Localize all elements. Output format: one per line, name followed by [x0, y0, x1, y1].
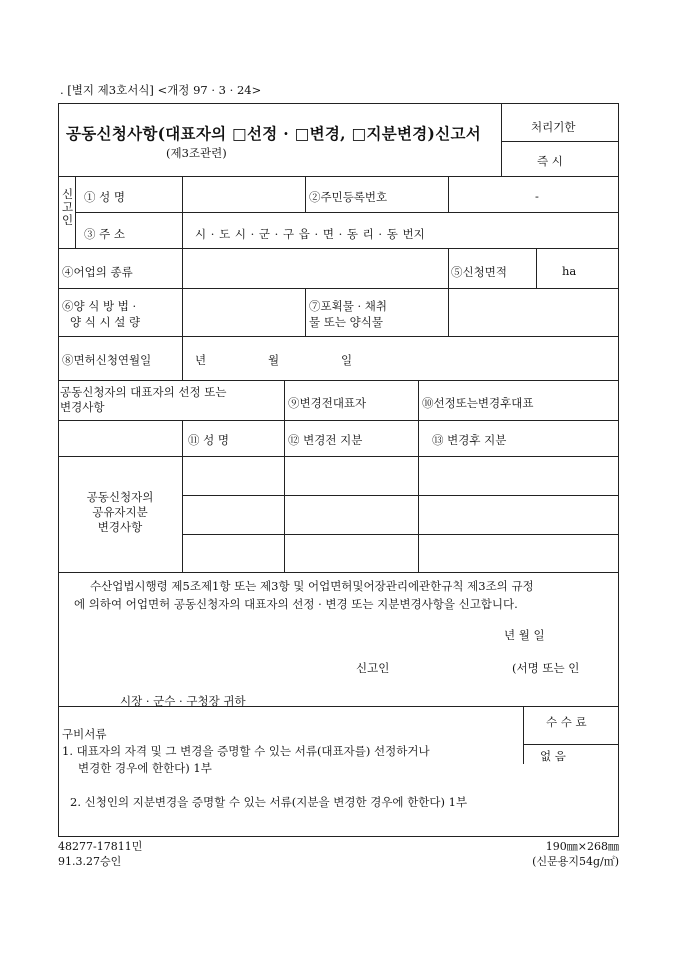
- share-after-col: ⑬ 변경후 지분: [432, 433, 507, 447]
- form-subtitle: (제3조관련): [166, 146, 227, 160]
- declaration-line-2: 에 의하여 어업면허 공동신청자의 대표자의 선정 · 변경 또는 지분변경사항을 신고합니다.: [74, 597, 518, 611]
- address-label: ③ 주 소: [84, 227, 126, 241]
- paper-type: (신문용지54g/㎡): [532, 855, 619, 868]
- form-title: 공동신청사항(대표자의 □선정 · □변경, □지분변경)신고서: [66, 124, 482, 143]
- method-label: ⑥양 식 방 법 · 양 식 시 설 량: [62, 299, 141, 329]
- documents-title: 구비서류: [62, 727, 107, 741]
- paper-size: 190㎜×268㎜: [545, 840, 619, 853]
- applicant-bottom-line: [58, 248, 619, 249]
- fishery-bottom-line: [58, 288, 619, 289]
- license-month: 월: [268, 353, 280, 367]
- applicant-label-divider: [182, 176, 183, 248]
- form-code: 48277-17811민: [58, 840, 143, 853]
- declaration-date: 년 월 일: [504, 628, 545, 642]
- share-before-col: ⑫ 변경전 지분: [288, 433, 363, 447]
- title-divider: [501, 103, 502, 176]
- deadline-divider: [501, 141, 619, 142]
- area-unit: ha: [562, 264, 577, 278]
- rep-bottom-line: [58, 420, 619, 421]
- rep-after-left: [418, 380, 419, 420]
- resident-id-dash: -: [535, 189, 539, 203]
- rep-after-label: ⑩선정또는변경후대표: [422, 396, 534, 410]
- fishery-type-label: ④어업의 종류: [62, 265, 133, 279]
- name-label: ① 성 명: [84, 190, 126, 204]
- applicant-label: 신고인: [356, 661, 390, 675]
- share-section-label: 공동신청자의 공유자지분 변경사항: [86, 490, 154, 534]
- id-label-right: [448, 176, 449, 212]
- deadline-value: 즉 시: [537, 154, 563, 168]
- fee-divider: [523, 706, 524, 764]
- addressee: 시장 · 군수 · 구청장 귀하: [120, 694, 246, 708]
- license-day: 일: [341, 353, 353, 367]
- title-bottom-line: [58, 176, 619, 177]
- area-label-left: [448, 248, 449, 336]
- share-row-line-2: [182, 534, 619, 535]
- share-name-col: ⑪ 성 명: [188, 433, 230, 447]
- signature-label: (서명 또는 인: [512, 661, 580, 675]
- license-date-label: ⑧면허신청연월일: [62, 353, 152, 367]
- license-year: 년: [195, 353, 207, 367]
- rep-before-label: ⑨변경전대표자: [288, 396, 367, 410]
- catch-label: ⑦포획물 · 채취 물 또는 양식물: [309, 299, 388, 329]
- fee-label: 수 수 료: [546, 715, 587, 729]
- catch-label-left: [305, 288, 306, 336]
- declaration-line-1: 수산업법시행령 제5조제1항 또는 제3항 및 어업면허및어장관리에관한규칙 제3조의 규정: [90, 579, 534, 593]
- license-bottom-line: [58, 380, 619, 381]
- document-item-1-line-1: 1. 대표자의 자격 및 그 변경을 증명할 수 있는 서류(대표자를) 선정하거나: [62, 744, 430, 758]
- address-format: 시 · 도 시 · 군 · 구 읍 · 면 · 동 리 · 동 번지: [195, 227, 425, 241]
- representative-section-label: 공동신청자의 대표자의 선정 또는 변경사항: [60, 385, 227, 414]
- share-name-divider: [284, 420, 285, 572]
- form-reference: . [별지 제3호서식] <개정 97 · 3 · 24>: [60, 83, 262, 97]
- share-label-divider: [182, 420, 183, 572]
- applicant-row-divider: [75, 212, 619, 213]
- license-date-divider: [182, 336, 183, 380]
- document-item-1-line-2: 변경한 경우에 한한다) 1부: [78, 761, 212, 775]
- deadline-label: 처리기한: [531, 120, 576, 134]
- area-label-right: [536, 248, 537, 288]
- id-label-left: [305, 176, 306, 212]
- fee-row-line: [523, 744, 619, 745]
- share-before-divider: [418, 420, 419, 572]
- method-bottom-line: [58, 336, 619, 337]
- document-item-2: 2. 신청인의 지분변경을 증명할 수 있는 서류(지분을 변경한 경우에 한한다) 1부: [70, 795, 468, 809]
- area-label: ⑤신청면적: [451, 265, 507, 279]
- share-bottom-line: [58, 572, 619, 573]
- share-row-line-1: [182, 495, 619, 496]
- resident-id-label: ②주민등록번호: [309, 190, 388, 204]
- rep-before-left: [284, 380, 285, 420]
- share-header-line: [58, 456, 619, 457]
- fee-value: 없 음: [540, 749, 566, 763]
- approval-date: 91.3.27승인: [58, 855, 122, 868]
- declaration-bottom-line: [58, 706, 619, 707]
- fishery-label-divider: [182, 248, 183, 336]
- form-frame: [58, 103, 619, 837]
- applicant-side-label: 신 고 인: [62, 187, 74, 227]
